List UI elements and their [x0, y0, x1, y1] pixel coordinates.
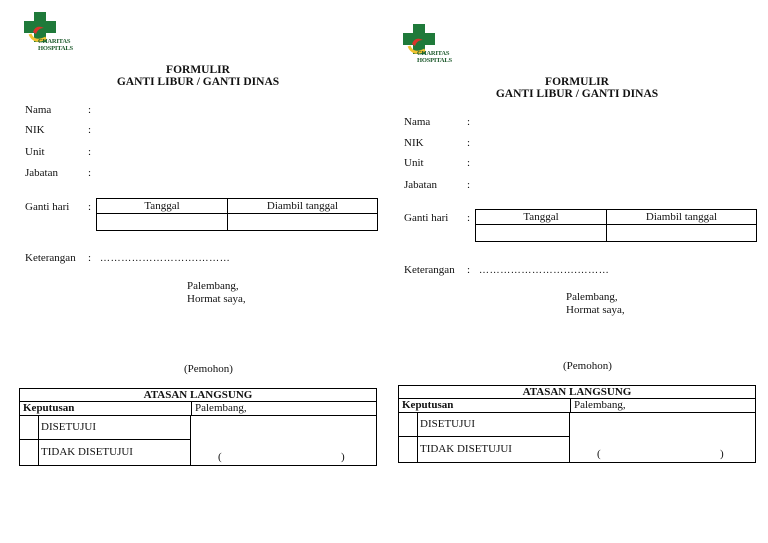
form-title: FORMULIR: [545, 76, 609, 88]
checkbox-tidak-disetujui[interactable]: [399, 437, 418, 462]
header-diambil-tanggal: Diambil tanggal: [607, 210, 757, 225]
checkbox-disetujui[interactable]: [20, 416, 39, 440]
colon-jabatan: :: [467, 179, 471, 191]
label-unit: Unit: [404, 157, 424, 169]
option-tidak-disetujui: TIDAK DISETUJUI: [38, 440, 191, 465]
colon-nama: :: [88, 104, 92, 116]
colon-unit: :: [467, 157, 471, 169]
label-nik: NIK: [404, 137, 424, 149]
signature-block: [187, 280, 246, 306]
header-tanggal: Tanggal: [476, 210, 607, 225]
ganti-hari-table: [475, 209, 757, 242]
label-keterangan: Keterangan: [25, 252, 76, 264]
keputusan-label: Keputusan: [23, 402, 75, 414]
label-ganti-hari: Ganti hari: [25, 201, 70, 213]
colon-keterangan: :: [88, 252, 92, 264]
logo-line2: HOSPITALS: [417, 57, 452, 64]
label-unit: Unit: [25, 146, 45, 158]
colon-nama: :: [467, 116, 471, 128]
option-disetujui: DISETUJUI: [38, 416, 191, 440]
atasan-palembang: Palembang,: [570, 399, 626, 412]
label-jabatan: Jabatan: [404, 179, 437, 191]
label-nik: NIK: [25, 124, 45, 136]
label-ganti-hari: Ganti hari: [404, 212, 449, 224]
colon-nik: :: [467, 137, 471, 149]
paren-open: (: [597, 448, 601, 460]
option-disetujui: DISETUJUI: [417, 413, 570, 437]
keputusan-label: Keputusan: [402, 399, 454, 411]
option-tidak-disetujui: TIDAK DISETUJUI: [417, 437, 570, 462]
checkbox-tidak-disetujui[interactable]: [20, 440, 39, 465]
paren-close: ): [720, 448, 724, 460]
header-diambil-tanggal: Diambil tanggal: [228, 199, 378, 214]
checkbox-disetujui[interactable]: [399, 413, 418, 437]
signature-block: [566, 291, 625, 317]
colon-nik: :: [88, 124, 92, 136]
charitas-logo: [20, 10, 90, 56]
atasan-title: ATASAN LANGSUNG: [20, 389, 376, 402]
label-keterangan: Keterangan: [404, 264, 455, 276]
city-text: Palembang,: [187, 280, 239, 292]
form-left: [18, 10, 378, 480]
header-tanggal: Tanggal: [97, 199, 228, 214]
ganti-hari-table: [96, 198, 378, 231]
regards-text: Hormat saya,: [187, 293, 246, 305]
cell-tanggal[interactable]: [476, 225, 607, 242]
atasan-body: [20, 416, 376, 465]
logo-line1: CHARITAS: [417, 50, 450, 57]
atasan-keputusan-row: [20, 402, 376, 416]
regards-text: Hormat saya,: [566, 304, 625, 316]
atasan-body: [399, 413, 755, 462]
logo-line2: HOSPITALS: [38, 45, 73, 52]
cell-diambil-tanggal[interactable]: [607, 225, 757, 242]
label-nama: Nama: [25, 104, 52, 116]
keterangan-dots[interactable]: ……………………….………: [100, 253, 231, 264]
cell-tanggal[interactable]: [97, 214, 228, 231]
keterangan-dots[interactable]: ……………………….………: [479, 265, 610, 276]
pemohon-label: (Pemohon): [563, 360, 612, 372]
logo-line1: CHARITAS: [38, 38, 71, 45]
colon-jabatan: :: [88, 167, 92, 179]
label-nama: Nama: [404, 116, 431, 128]
atasan-keputusan-row: [399, 399, 755, 413]
paren-open: (: [218, 451, 222, 463]
form-subtitle: GANTI LIBUR / GANTI DINAS: [116, 76, 280, 88]
colon-unit: :: [88, 146, 92, 158]
atasan-box: [19, 388, 377, 466]
colon-ganti-hari: :: [467, 212, 471, 224]
colon-keterangan: :: [467, 264, 471, 276]
city-text: Palembang,: [566, 291, 618, 303]
colon-ganti-hari: :: [88, 201, 92, 213]
atasan-title: ATASAN LANGSUNG: [399, 386, 755, 399]
cell-diambil-tanggal[interactable]: [228, 214, 378, 231]
atasan-palembang: Palembang,: [191, 402, 247, 415]
logo-text: [38, 38, 73, 52]
form-subtitle: GANTI LIBUR / GANTI DINAS: [495, 88, 659, 100]
logo-text: [417, 50, 452, 64]
form-right: [397, 22, 757, 492]
charitas-logo: [399, 22, 469, 68]
form-title: FORMULIR: [166, 64, 230, 76]
label-jabatan: Jabatan: [25, 167, 58, 179]
paren-close: ): [341, 451, 345, 463]
atasan-box: [398, 385, 756, 463]
pemohon-label: (Pemohon): [184, 363, 233, 375]
